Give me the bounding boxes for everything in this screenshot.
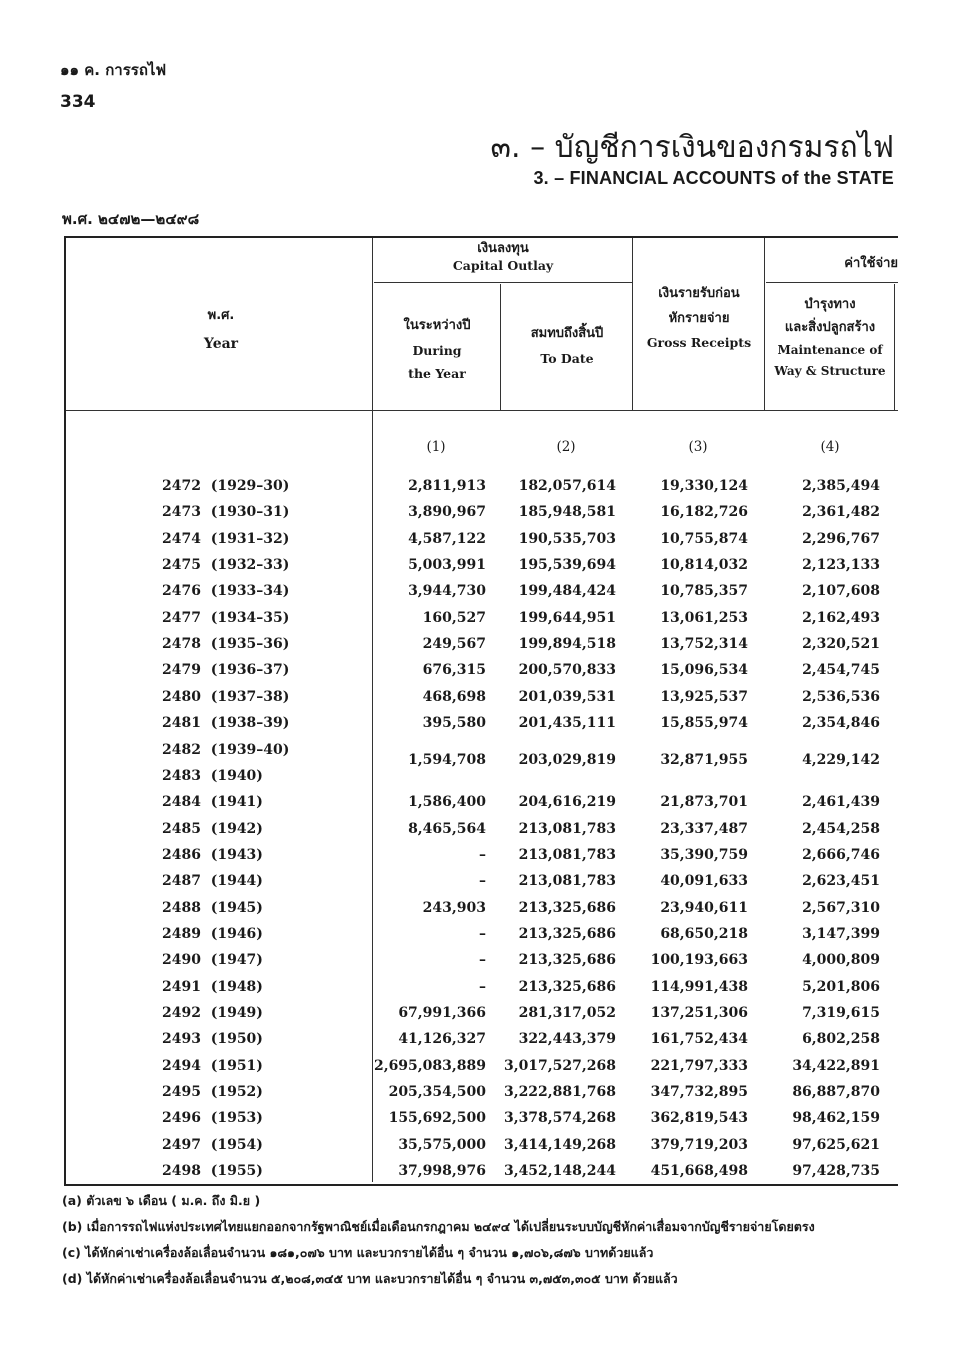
cell-todate: 281,317,052	[518, 1005, 616, 1021]
cell-todate: 3,378,574,268	[503, 1110, 616, 1127]
table-row	[66, 1163, 898, 1189]
cell-todate: 204,616,219	[518, 794, 616, 811]
cell-maint: 4,000,809	[802, 952, 880, 969]
table-row	[66, 926, 898, 952]
cell-year: 2498 (1955)	[162, 1163, 263, 1180]
footnote-b: (b) เมื่อการรถไฟแห่งประเทศไทยแยกออกจากรัฐพาณิชย์เมื่อเดือนกรกฎาคม ๒๔๙๔ ได้เปลี่ยนระบบบัญชีหักค่าเสื่อมจากบัญชีรายจ่ายโดยตรง	[62, 1219, 815, 1234]
cell-todate: 3,017,527,268	[503, 1057, 616, 1074]
page-number: 334	[60, 92, 96, 112]
cell-during: 37,998,976	[398, 1163, 486, 1180]
header-year: พ.ศ. Year	[203, 308, 239, 352]
cell-during: 160,527	[422, 609, 486, 626]
header-expenses: ค่าใช้จ่าย	[844, 256, 898, 271]
table-row	[66, 847, 898, 873]
column-number-1: (1)	[426, 439, 446, 455]
cell-gross: 19,330,124	[660, 478, 748, 494]
table-row	[66, 1137, 898, 1163]
cell-during: –	[479, 952, 486, 969]
cell-maint: 2,123,133	[802, 557, 880, 574]
title-thai: ๓. – บัญชีการเงินของกรมรถไฟ	[490, 130, 894, 165]
table-row	[66, 531, 898, 557]
column-number-3: (3)	[688, 439, 708, 455]
cell-during: 8,465,564	[408, 820, 486, 837]
header-bottom-rule	[66, 410, 898, 411]
cell-maint: 2,454,258	[802, 820, 880, 837]
cell-year: 2496 (1953)	[162, 1110, 263, 1127]
cell-during: 155,692,500	[388, 1110, 486, 1127]
cell-year: 2480 (1937–38)	[162, 688, 290, 705]
cell-gross: 15,855,974	[660, 715, 748, 732]
cell-maint: 2,162,493	[802, 609, 880, 626]
cell-todate: 195,539,694	[518, 557, 616, 574]
table-row	[66, 504, 898, 530]
cell-maint: 98,462,159	[792, 1110, 880, 1127]
cell-maint: 2,385,494	[802, 478, 880, 494]
cell-during: 676,315	[422, 662, 486, 679]
cell-during: 2,695,083,889	[373, 1057, 486, 1074]
table-row	[66, 1084, 898, 1110]
header-to-date: สมทบถึงสิ้นปี To Date	[530, 326, 604, 366]
cell-todate: 213,325,686	[518, 952, 616, 969]
merged-during: 1,594,708	[408, 752, 486, 768]
cell-year: 2484 (1941)	[162, 794, 263, 811]
cell-during: –	[479, 846, 486, 863]
table-row	[66, 689, 898, 715]
column-number-4: (4)	[820, 439, 840, 455]
title-english: 3. – FINANCIAL ACCOUNTS of the STATE	[533, 168, 894, 188]
cell-gross: 114,991,438	[650, 978, 748, 995]
divider-gross	[764, 238, 765, 410]
cell-todate: 182,057,614	[518, 478, 616, 494]
merged-todate: 203,029,819	[518, 752, 616, 768]
cell-gross: 15,096,534	[660, 662, 748, 679]
cell-maint: 2,623,451	[802, 873, 880, 890]
cell-year: 2479 (1936–37)	[162, 662, 290, 679]
cell-during: 4,587,122	[408, 530, 486, 547]
cell-year: 2494 (1951)	[162, 1057, 263, 1074]
cell-gross: 16,182,726	[660, 504, 748, 521]
cell-during: 468,698	[422, 688, 486, 705]
cell-maint: 7,319,615	[802, 1005, 880, 1021]
cell-year: 2478 (1935–36)	[162, 636, 290, 653]
cell-todate: 199,644,951	[518, 609, 616, 626]
cell-gross: 23,337,487	[660, 820, 748, 837]
header-during-year: ในระหว่างปี During the Year	[403, 318, 471, 382]
cell-gross: 23,940,611	[660, 899, 748, 916]
header-gross-receipts: เงินรายรับก่อน หักรายจ่าย Gross Receipts	[646, 286, 752, 351]
cell-maint: 6,802,258	[802, 1031, 880, 1048]
cell-year: 2474 (1931–32)	[162, 530, 290, 547]
footnotes	[62, 1188, 815, 1292]
cell-todate: 213,081,783	[518, 846, 616, 863]
cell-maint: 2,320,521	[802, 636, 880, 653]
cell-during: –	[479, 873, 486, 890]
cell-during: 3,944,730	[408, 583, 486, 600]
cell-year: 2473 (1930–31)	[162, 504, 290, 521]
period-label: พ.ศ. ๒๔๗๒—๒๔๙๘	[62, 210, 200, 228]
cell-during: 5,003,991	[408, 557, 486, 574]
cell-todate: 190,535,703	[518, 530, 616, 547]
table-row	[66, 794, 898, 820]
cell-gross: 68,650,218	[660, 925, 748, 942]
cell-during: 1,586,400	[408, 794, 486, 811]
cell-year: 2485 (1942)	[162, 820, 263, 837]
table-row	[66, 873, 898, 899]
cell-todate: 200,570,833	[518, 662, 616, 679]
cell-maint: 34,422,891	[792, 1057, 880, 1074]
divider-maint	[894, 284, 895, 410]
cell-gross: 100,193,663	[650, 952, 748, 969]
cell-maint: 5,201,806	[802, 978, 880, 995]
table-row	[66, 952, 898, 978]
cell-todate: 185,948,581	[518, 504, 616, 521]
cell-gross: 362,819,543	[650, 1110, 748, 1127]
cell-todate: 213,325,686	[518, 978, 616, 995]
cell-gross: 35,390,759	[660, 846, 748, 863]
running-head: ๑๑ ค. การรถไฟ	[60, 61, 167, 79]
cell-maint: 97,625,621	[792, 1136, 880, 1153]
cell-todate: 213,081,783	[518, 820, 616, 837]
cell-year: 2482 (1939–40)	[162, 741, 290, 758]
cell-gross: 137,251,306	[650, 1005, 748, 1021]
cell-during: 243,903	[422, 899, 486, 916]
cell-year: 2492 (1949)	[162, 1005, 263, 1021]
cell-during: 205,354,500	[388, 1084, 486, 1101]
table-row	[66, 1005, 898, 1031]
cell-gross: 40,091,633	[660, 873, 748, 890]
table-row	[66, 478, 898, 504]
merged-maint: 4,229,142	[802, 752, 880, 768]
cell-year: 2476 (1933–34)	[162, 583, 290, 600]
cell-year: 2493 (1950)	[162, 1031, 263, 1048]
table-row	[66, 636, 898, 662]
table-row	[66, 979, 898, 1005]
cell-year: 2472 (1929–30)	[162, 478, 290, 494]
cell-todate: 201,039,531	[518, 688, 616, 705]
table-row	[66, 610, 898, 636]
table-row	[66, 583, 898, 609]
table-row	[66, 715, 898, 741]
cell-year: 2491 (1948)	[162, 978, 263, 995]
table-row	[66, 1110, 898, 1136]
cell-maint: 3,147,399	[802, 925, 880, 942]
table-row	[66, 1058, 898, 1084]
cell-gross: 347,732,895	[650, 1084, 748, 1101]
cell-year: 2486 (1943)	[162, 846, 263, 863]
cell-maint: 86,887,870	[792, 1084, 880, 1101]
cell-during: –	[479, 925, 486, 942]
cell-gross: 10,814,032	[660, 557, 748, 574]
cell-during: 41,126,327	[398, 1031, 486, 1048]
footnote-d: (d) ได้หักค่าเช่าเครื่องล้อเลื่อนจำนวน ๕,๒๐๘,๓๔๕ บาท และบวกรายได้อื่น ๆ จำนวน ๓,๗๕๓,๓๐๕ บาท ด้วยแล้ว	[62, 1271, 678, 1286]
cell-during: 35,575,000	[398, 1136, 486, 1153]
cell-year: 2490 (1947)	[162, 952, 263, 969]
cell-year: 2483 (1940)	[162, 767, 263, 784]
cell-todate: 322,443,379	[518, 1031, 616, 1048]
cell-todate: 199,894,518	[518, 636, 616, 653]
cell-year: 2489 (1946)	[162, 925, 263, 942]
cell-year: 2487 (1944)	[162, 873, 263, 890]
cell-todate: 199,484,424	[518, 583, 616, 600]
cell-during: 2,811,913	[408, 478, 486, 494]
expenses-rule	[766, 282, 898, 283]
cell-year: 2488 (1945)	[162, 899, 263, 916]
cell-during: 249,567	[422, 636, 486, 653]
cell-todate: 213,325,686	[518, 925, 616, 942]
cell-year: 2477 (1934–35)	[162, 609, 290, 626]
cell-todate: 3,414,149,268	[503, 1136, 616, 1153]
cell-year: 2475 (1932–33)	[162, 557, 290, 574]
cell-todate: 213,081,783	[518, 873, 616, 890]
column-number-2: (2)	[556, 439, 576, 455]
cell-maint: 2,107,608	[802, 583, 880, 600]
cell-during: 3,890,967	[408, 504, 486, 521]
merged-gross: 32,871,955	[660, 752, 748, 768]
footnote-a: (a) ตัวเลข ๖ เดือน ( ม.ค. ถึง มิ.ย )	[62, 1193, 261, 1208]
cell-gross: 161,752,434	[650, 1031, 748, 1048]
cell-gross: 10,785,357	[660, 583, 748, 600]
cell-during: –	[479, 978, 486, 995]
cell-maint: 2,361,482	[802, 504, 880, 521]
cell-todate: 3,452,148,244	[503, 1163, 616, 1180]
cell-year: 2481 (1938–39)	[162, 715, 290, 732]
financial-accounts-table	[64, 236, 898, 1186]
cell-gross: 221,797,333	[650, 1057, 748, 1074]
table-row	[66, 900, 898, 926]
table-row	[66, 821, 898, 847]
cell-todate: 213,325,686	[518, 899, 616, 916]
cell-maint: 2,354,846	[802, 715, 880, 732]
cell-during: 67,991,366	[398, 1005, 486, 1021]
cell-maint: 2,567,310	[802, 899, 880, 916]
cell-gross: 451,668,498	[650, 1163, 748, 1180]
table-row	[66, 662, 898, 688]
cell-gross: 13,925,537	[660, 688, 748, 705]
cell-gross: 21,873,701	[660, 794, 748, 811]
merged-row-1939-1940	[66, 752, 898, 778]
cell-maint: 2,666,746	[802, 846, 880, 863]
cell-during: 395,580	[422, 715, 486, 732]
cell-todate: 201,435,111	[518, 715, 616, 732]
divider-todate	[632, 238, 633, 410]
cell-maint: 2,296,767	[802, 530, 880, 547]
header-maintenance: บำรุงทาง และสิ่งปลูกสร้าง Maintenance of Way & Structure	[774, 297, 886, 378]
cell-gross: 379,719,203	[650, 1136, 748, 1153]
cell-gross: 13,752,314	[660, 636, 748, 653]
cell-gross: 13,061,253	[660, 609, 748, 626]
capital-outlay-rule	[374, 282, 632, 283]
cell-maint: 2,536,536	[802, 688, 880, 705]
divider-during	[500, 284, 501, 410]
cell-gross: 10,755,874	[660, 530, 748, 547]
cell-maint: 97,428,735	[792, 1163, 880, 1180]
table-row	[66, 1031, 898, 1057]
cell-year: 2497 (1954)	[162, 1136, 263, 1153]
footnote-c: (c) ได้หักค่าเช่าเครื่องล้อเลื่อนจำนวน ๑๘๑,๐๗๖ บาท และบวกรายได้อื่น ๆ จำนวน ๑,๗๐๖,๘๗๖ บาทด้วยแล้ว	[62, 1245, 654, 1260]
cell-maint: 2,454,745	[802, 662, 880, 679]
cell-year: 2495 (1952)	[162, 1084, 263, 1101]
table-row	[66, 557, 898, 583]
cell-maint: 2,461,439	[802, 794, 880, 811]
header-capital-outlay: เงินลงทุน Capital Outlay	[452, 241, 554, 273]
cell-todate: 3,222,881,768	[503, 1084, 616, 1101]
